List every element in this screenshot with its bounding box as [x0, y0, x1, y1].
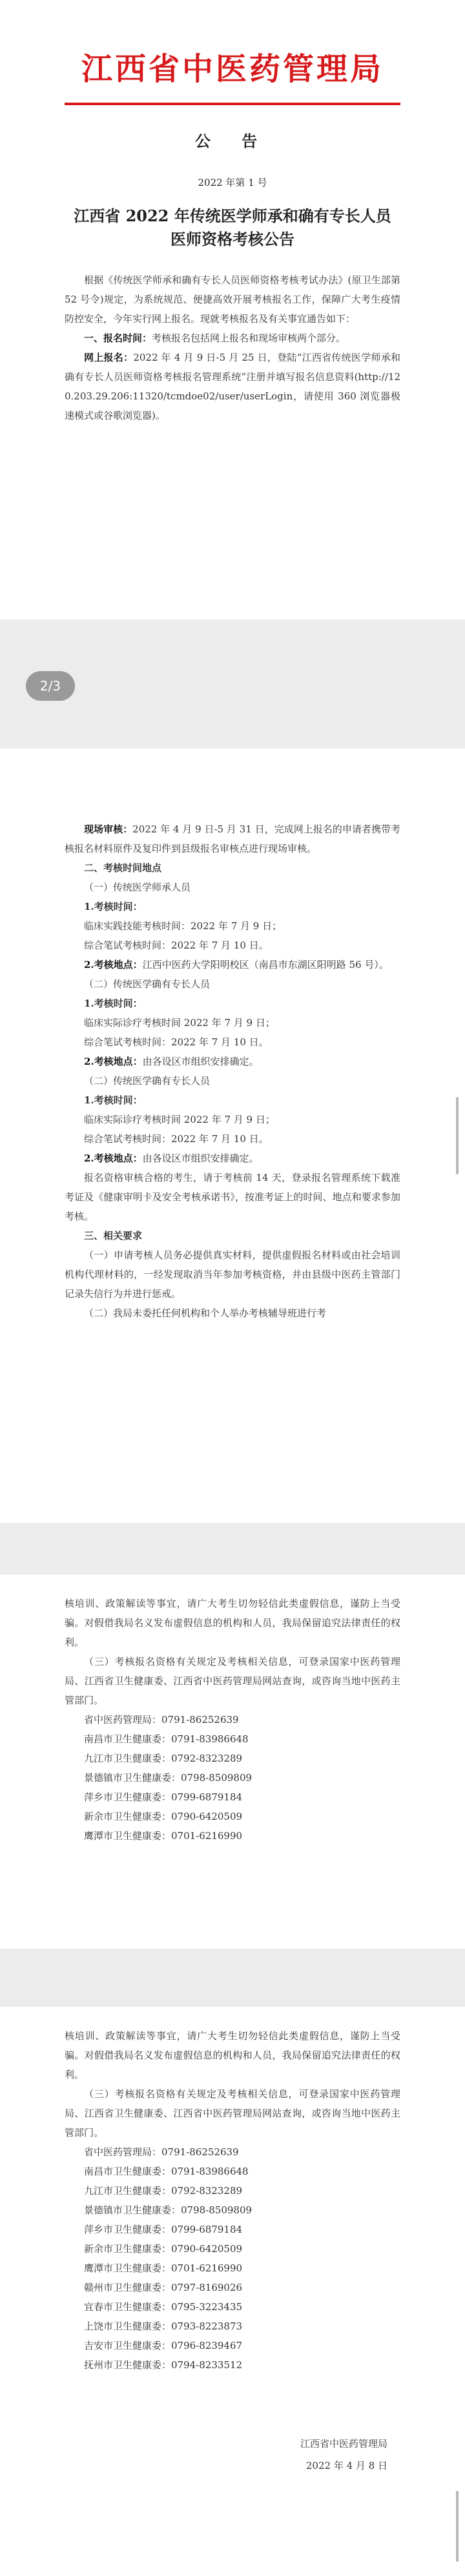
subsection-1-clinical-time: 临床实践技能考核时间：2022 年 7 月 9 日； [84, 920, 282, 932]
document-title-line-2: 医师资格考核公告 [170, 230, 294, 248]
admission-ticket-paragraph: 报名资格审核合格的考生，请于考核前 14 天，登录报名管理系统下载准考证及《健康审明卡及安全考核承诺书》，按准考证上的时间、地点和要求参加考核。 [65, 1172, 400, 1222]
contact-phone-item: 新余市卫生健康委：0790-6420509 [84, 1811, 243, 1822]
requirement-3-paragraph: （三）考核报名资格有关规定及考核相关信息，可登录国家中医药管理局、江西省卫生健康委、江西省中医药管理局网站查询，或咨询当地中医药主管部门。 [65, 1656, 400, 1706]
scrollbar-indicator[interactable] [456, 1097, 459, 1174]
subsection-1-written-time: 综合笔试考核时间：2022 年 7 月 10 日。 [84, 940, 269, 951]
section-3-heading: 三、相关要求 [84, 1230, 143, 1242]
contact-phone-item: 宜春市卫生健康委：0795-3223435 [84, 2301, 243, 2313]
subsection-3-place-paragraph [65, 1149, 400, 1168]
scrollbar-indicator[interactable] [456, 2491, 459, 2562]
subsection-2-clinical-time: 临床实际诊疗考核时间 2022 年 7 月 9 日； [84, 1017, 275, 1029]
contact-phone-item: 抚州市卫生健康委：0794-8233512 [84, 2359, 243, 2371]
subsection-2-place-label: 2.考核地点： [84, 1056, 143, 1067]
section-1-paragraph [65, 328, 400, 348]
section-2-heading: 二、考核时间地点 [84, 862, 162, 874]
signature-date: 2022 年 4 月 8 日 [305, 2460, 388, 2471]
requirement-1-paragraph: （一）申请考核人员务必提供真实材料，提供虚假报名材料或由社会培训机构代理材料的，一经发现取消当年参加考核资格，并由县级中医药主管部门记录失信行为并进行惩戒。 [65, 1249, 400, 1300]
contact-phone-item: 鹰潭市卫生健康委：0701-6216990 [84, 2262, 243, 2274]
contact-phone-item: 上饶市卫生健康委：0793-8223873 [84, 2320, 243, 2332]
contact-phone-item: 南昌市卫生健康委：0791-83986648 [84, 1733, 249, 1745]
contact-phone-item: 景德镇市卫生健康委：0798-8509809 [84, 1772, 253, 1784]
document-page-3 [0, 1575, 465, 1949]
requirement-2-continuation: 核培训、政策解读等事宜，请广大考生切勿轻信此类虚假信息，谨防上当受骗。对假借我局名义发布虚假信息的机构和人员，我局保留追究法律责任的权利。 [65, 2030, 400, 2080]
subsection-2-place-text: 由各设区市组织安排确定。 [142, 1056, 259, 1067]
red-divider-rule [65, 103, 400, 105]
subsection-3-place-text: 由各设区市组织安排确定。 [142, 1152, 259, 1164]
document-page-2 [0, 749, 465, 1523]
contact-phone-item: 新余市卫生健康委：0790-6420509 [84, 2243, 243, 2255]
contact-phone-item: 赣州市卫生健康委：0797-8169026 [84, 2282, 243, 2293]
subsection-3-heading: （二）传统医学确有专长人员 [84, 1075, 211, 1087]
page-gap-3 [0, 1949, 465, 2007]
subsection-3-place-label: 2.考核地点： [84, 1152, 143, 1164]
subsection-1-place-text: 江西中医药大学阳明校区（南昌市东湖区阳明路 56 号）。 [142, 959, 389, 971]
subsection-1-heading: （一）传统医学师承人员 [84, 881, 191, 893]
onsite-review-label: 现场审核： [84, 823, 133, 835]
online-registration-paragraph [65, 348, 400, 425]
contact-phone-item: 九江市卫生健康委：0792-8323289 [84, 1753, 243, 1764]
contact-phone-item: 九江市卫生健康委：0792-8323289 [84, 2185, 243, 2197]
document-title-line-1: 江西省 2022 年传统医学师承和确有专长人员 [74, 206, 391, 225]
subsection-1-place-label: 2.考核地点： [84, 959, 143, 971]
subsection-1-place-paragraph [65, 955, 400, 974]
contact-phone-item: 南昌市卫生健康委：0791-83986648 [84, 2166, 249, 2177]
page-gap-2 [0, 1523, 465, 1575]
contact-phone-item: 萍乡市卫生健康委：0799-6879184 [84, 1791, 243, 1803]
document-page-1 [0, 0, 465, 619]
subsection-3-clinical-time: 临床实际诊疗考核时间 2022 年 7 月 9 日； [84, 1114, 275, 1125]
signature-organization: 江西省中医药管理局 [300, 2438, 388, 2450]
subsection-2-time-label: 1.考核时间： [84, 998, 143, 1009]
contact-phone-item: 省中医药管理局：0791-86252639 [84, 2146, 239, 2158]
contact-phone-item: 萍乡市卫生健康委：0799-6879184 [84, 2224, 243, 2235]
requirement-2-start: （二）我局未委托任何机构和个人举办考核辅导班进行考 [84, 1307, 327, 1319]
subsection-3-written-time: 综合笔试考核时间：2022 年 7 月 10 日。 [84, 1133, 269, 1145]
onsite-review-text: 2022 年 4 月 9 日-5 月 31 日，完成网上报名的申请者携带考核报名材料原件及复印件到县级报名审核点进行现场审核。 [65, 823, 400, 854]
subsection-2-written-time: 综合笔试考核时间：2022 年 7 月 10 日。 [84, 1036, 269, 1048]
subsection-2-place-paragraph [65, 1052, 400, 1071]
document-number: 2022 年第 1 号 [198, 177, 267, 188]
contact-phone-list [65, 2142, 400, 2375]
intro-paragraph: 根据《传统医学师承和确有专长人员医师资格考核考试办法》(原卫生部第 52 号令)规定，为系统规范、便捷高效开展考核报名工作，保障广大考生疫情防控安全，今年实行网上报名。现就考核报名及有关事宜通告如下： [65, 274, 400, 325]
document-page-4 [0, 2007, 465, 2576]
section-1-text: 考核报名包括网上报名和现场审核两个部分。 [152, 332, 346, 344]
requirement-3-paragraph: （三）考核报名资格有关规定及考核相关信息，可登录国家中医药管理局、江西省卫生健康委、江西省中医药管理局网站查询，或咨询当地中医药主管部门。 [65, 2088, 400, 2138]
section-1-heading: 一、报名时间： [84, 332, 152, 344]
contact-phone-item: 景德镇市卫生健康委：0798-8509809 [84, 2204, 253, 2216]
contact-phone-list [65, 1710, 400, 1846]
subsection-2-heading: （二）传统医学确有专长人员 [84, 978, 211, 990]
requirement-2-continuation: 核培训、政策解读等事宜，请广大考生切勿轻信此类虚假信息，谨防上当受骗。对假借我局名义发布虚假信息的机构和人员，我局保留追究法律责任的权利。 [65, 1598, 400, 1648]
online-registration-label: 网上报名： [84, 352, 134, 363]
contact-phone-item: 吉安市卫生健康委：0796-8239467 [84, 2340, 243, 2351]
subsection-3-time-label: 1.考核时间： [84, 1094, 143, 1106]
subsection-1-time-label: 1.考核时间： [84, 901, 143, 912]
red-header-title: 江西省中医药管理局 [81, 51, 384, 87]
notice-heading: 公 告 [194, 132, 271, 150]
contact-phone-item: 鹰潭市卫生健康委：0701-6216990 [84, 1830, 243, 1842]
onsite-review-paragraph [65, 820, 400, 858]
contact-phone-item: 省中医药管理局：0791-86252639 [84, 1714, 239, 1726]
page-indicator-badge: 2/3 [26, 671, 75, 701]
document-title [65, 205, 400, 251]
online-registration-text: 2022 年 4 月 9 日-5 月 25 日，登陆“江西省传统医学师承和确有专长人员医师资格考核报名管理系统”注册并填写报名信息资料(http://120.203.29.206:11320/tcmdoe02/user/userLogin，请使用 360 浏览器极速模式或谷歌浏览器)。 [65, 352, 400, 421]
